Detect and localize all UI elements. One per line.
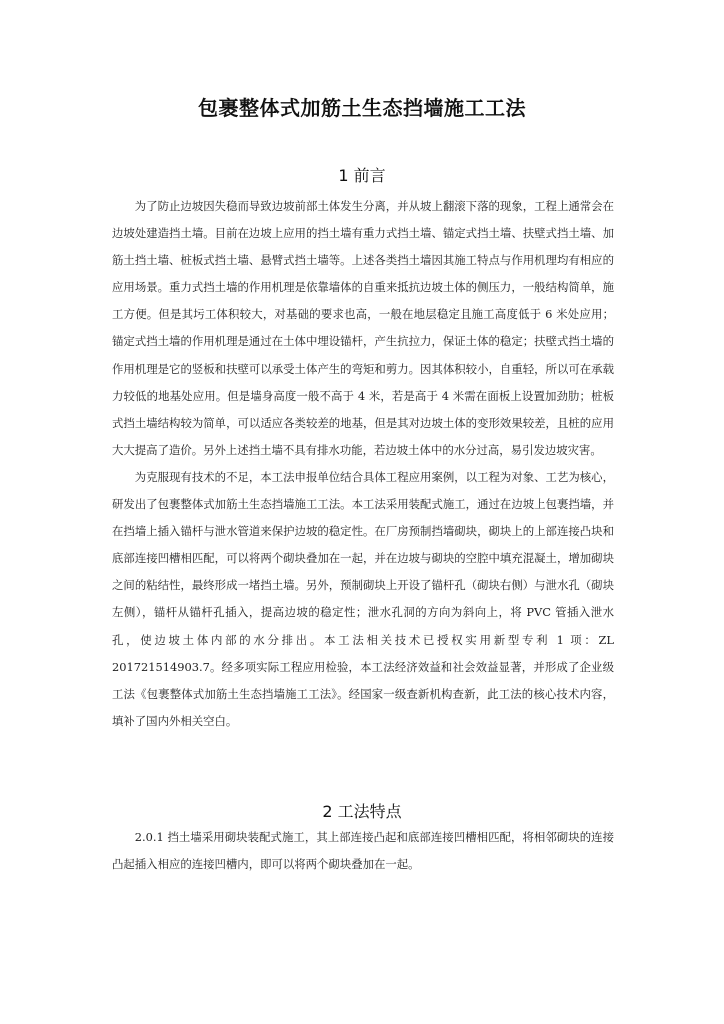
paragraph: 为克服现有技术的不足，本工法申报单位结合具体工程应用案例，以工程为对象、工艺为核心，研发出了包裹整体式加筋土生态挡墙施工工法。本工法采用装配式施工，通过在边坡上包裹挡墙，并在挡墙上插入锚杆与泄水管道来保护边坡的稳定性。在厂房预制挡墙砌块，砌块上的上部连接凸块和底部连接凹槽相匹配，可以将两个砌块叠加在一起，并在边坡与砌块的空腔中填充混凝土，增加砌块之间的粘结性，最终形成一堵挡土墙。另外，预制砌块上开设了锚杆孔（砌块右侧）与泄水孔（砌块左侧），锚杆从锚杆孔插入，提高边坡的稳定性；泄水孔洞的方向为斜向上，将 PVC 管插入泄水孔，使边坡土体内部的水分排出。本工法相关技术已授权实用新型专利 1 项：ZL 201721514903.7。经多项实际工程应用检验，本工法经济效益和社会效益显著，并形成了企业级工法《包裹整体式加筋土生态挡墙施工工法》。经国家一级查新机构查新，此工法的核心技术内容，填补了国内外相关空白。: [112, 469, 614, 728]
section-body-features: [112, 824, 614, 878]
section-body-preface: [112, 193, 614, 735]
document-title: 包裹整体式加筋土生态挡墙施工工法: [198, 96, 526, 120]
paragraph: 2.0.1 挡土墙采用砌块装配式施工，其上部连接凸起和底部连接凹槽相匹配，将相邻砌块的连接凸起插入相应的连接凹槽内，即可以将两个砌块叠加在一起。: [112, 830, 614, 872]
paragraph: 为了防止边坡因失稳而导致边坡前部土体发生分离，并从坡上翻滚下落的现象，工程上通常会在边坡处建造挡土墙。目前在边坡上应用的挡土墙有重力式挡土墙、锚定式挡土墙、扶壁式挡土墙、加筋土挡土墙、桩板式挡土墙、悬臂式挡土墙等。上述各类挡土墙因其施工特点与作用机理均有相应的应用场景。重力式挡土墙的作用机理是依靠墙体的自重来抵抗边坡土体的侧压力，一般结构简单，施工方便。但是其圬工体积较大，对基础的要求也高，一般在地层稳定且施工高度低于 6 米处应用；锚定式挡土墙的作用机理是通过在土体中埋设锚杆，产生抗拉力，保证土体的稳定；扶壁式挡土墙的作用机理是它的竖板和扶壁可以承受土体产生的弯矩和剪力。因其体积较小，自重轻，所以可在承载力较低的地基处应用。但是墙身高度一般不高于 4 米，若是高于 4 米需在面板上设置加劲肋；桩板式挡土墙结构较为简单，可以适应各类较差的地基，但是其对边坡土体的变形效果较差，且桩的应用大大提高了造价。另外上述挡土墙不具有排水功能，若边坡土体中的水分过高，易引发边坡灾害。: [112, 199, 614, 457]
section-heading-preface: 1 前言: [338, 166, 386, 185]
section-heading-features: 2 工法特点: [322, 802, 402, 821]
